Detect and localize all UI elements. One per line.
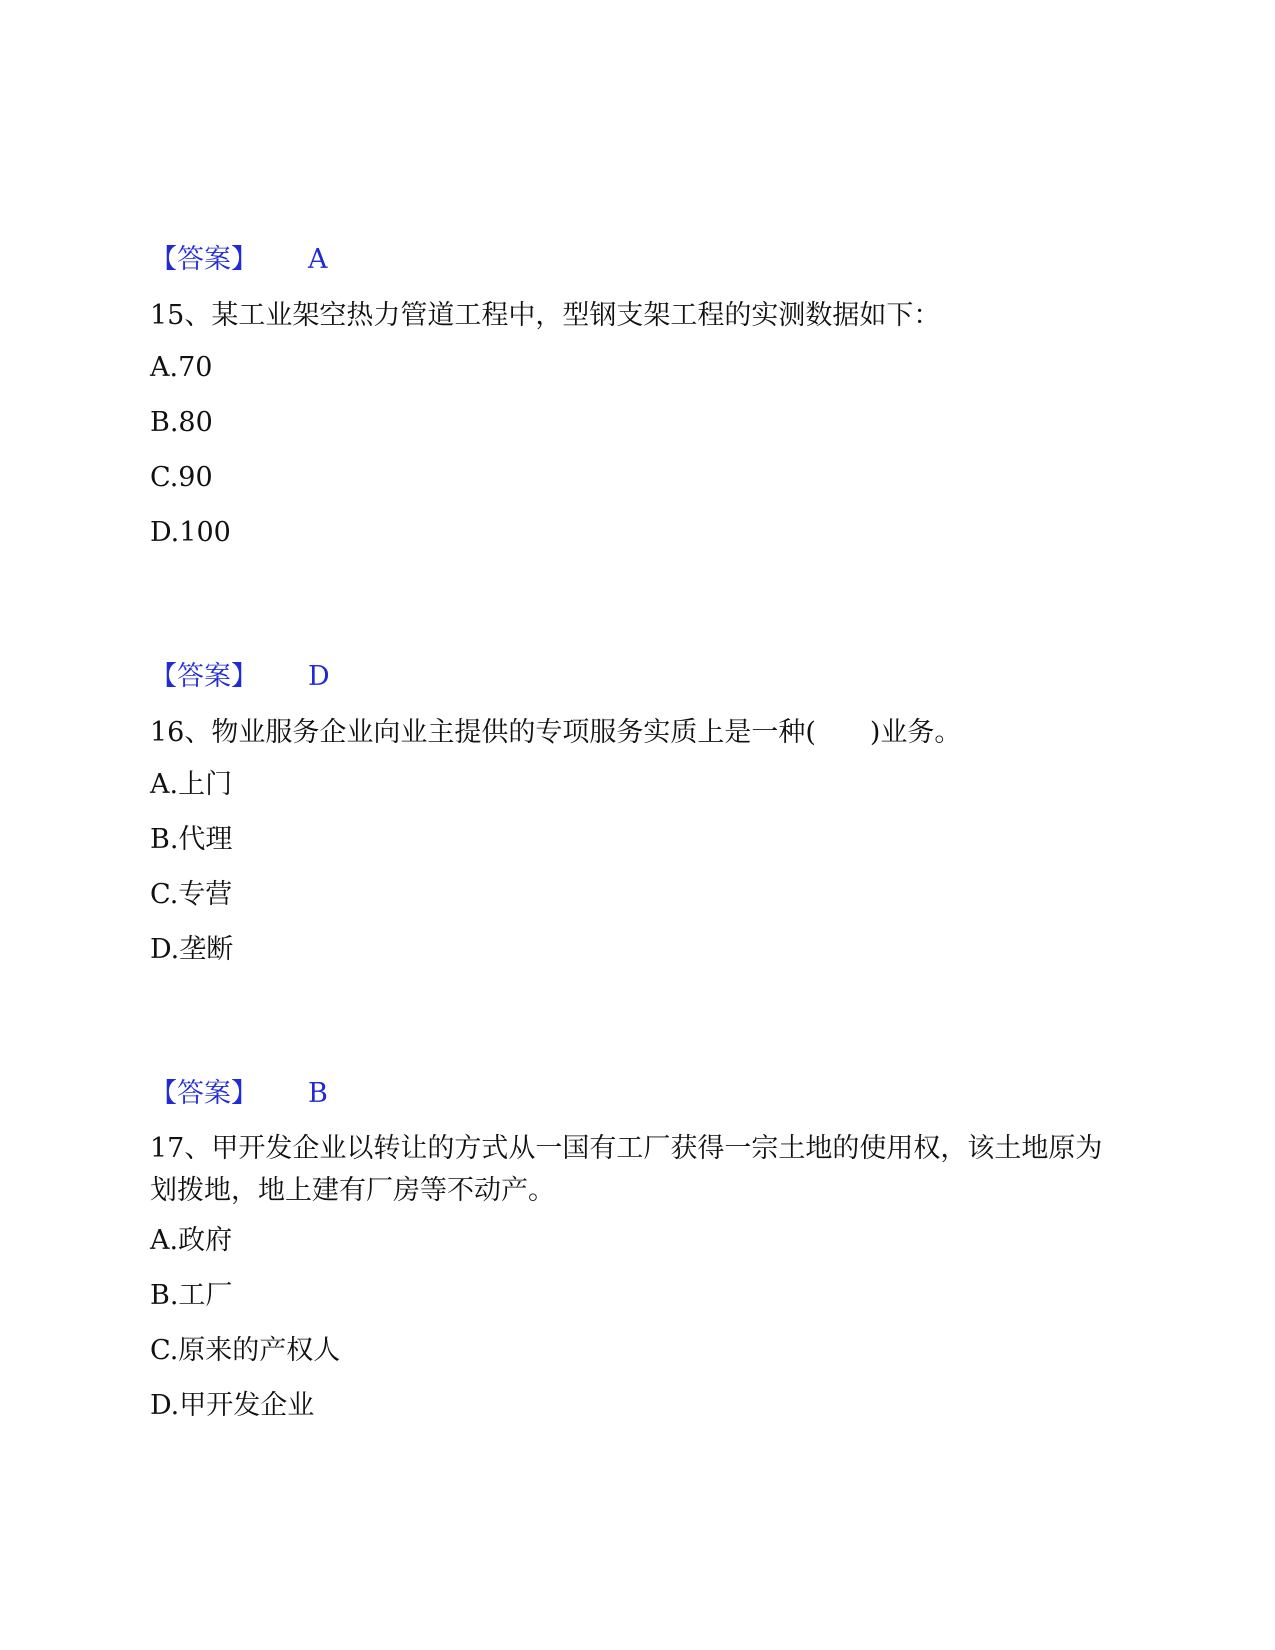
- answer-row: [150, 1074, 328, 1114]
- answer-label: 【答案】: [150, 244, 258, 275]
- answer-row: [150, 240, 328, 280]
- answer-row: [150, 657, 330, 697]
- answer-value: D: [308, 661, 330, 692]
- answer-label: 【答案】: [150, 1078, 258, 1109]
- option-a: A.70: [150, 352, 213, 383]
- answer-label: 【答案】: [150, 661, 258, 692]
- option-a: A.上门: [150, 769, 233, 800]
- answer-value: A: [308, 244, 328, 275]
- option-b: B.工厂: [150, 1280, 233, 1311]
- option-c: C.专营: [150, 879, 233, 910]
- question-text: 15、某工业架空热力管道工程中，型钢支架工程的实测数据如下：: [150, 300, 941, 331]
- option-c: C.90: [150, 462, 213, 493]
- question-text: 16、物业服务企业向业主提供的专项服务实质上是一种( )业务。: [150, 717, 962, 748]
- option-b: B.代理: [150, 824, 233, 855]
- option-d: D.100: [150, 517, 231, 548]
- answer-value: B: [308, 1078, 328, 1109]
- option-d: D.甲开发企业: [150, 1390, 315, 1421]
- option-d: D.垄断: [150, 934, 234, 965]
- option-b: B.80: [150, 407, 213, 438]
- option-a: A.政府: [150, 1225, 233, 1256]
- option-c: C.原来的产权人: [150, 1335, 341, 1366]
- question-text: 17、甲开发企业以转让的方式从一国有工厂获得一宗土地的使用权，该土地原为划拨地，地上建有厂房等不动产。: [150, 1133, 1103, 1206]
